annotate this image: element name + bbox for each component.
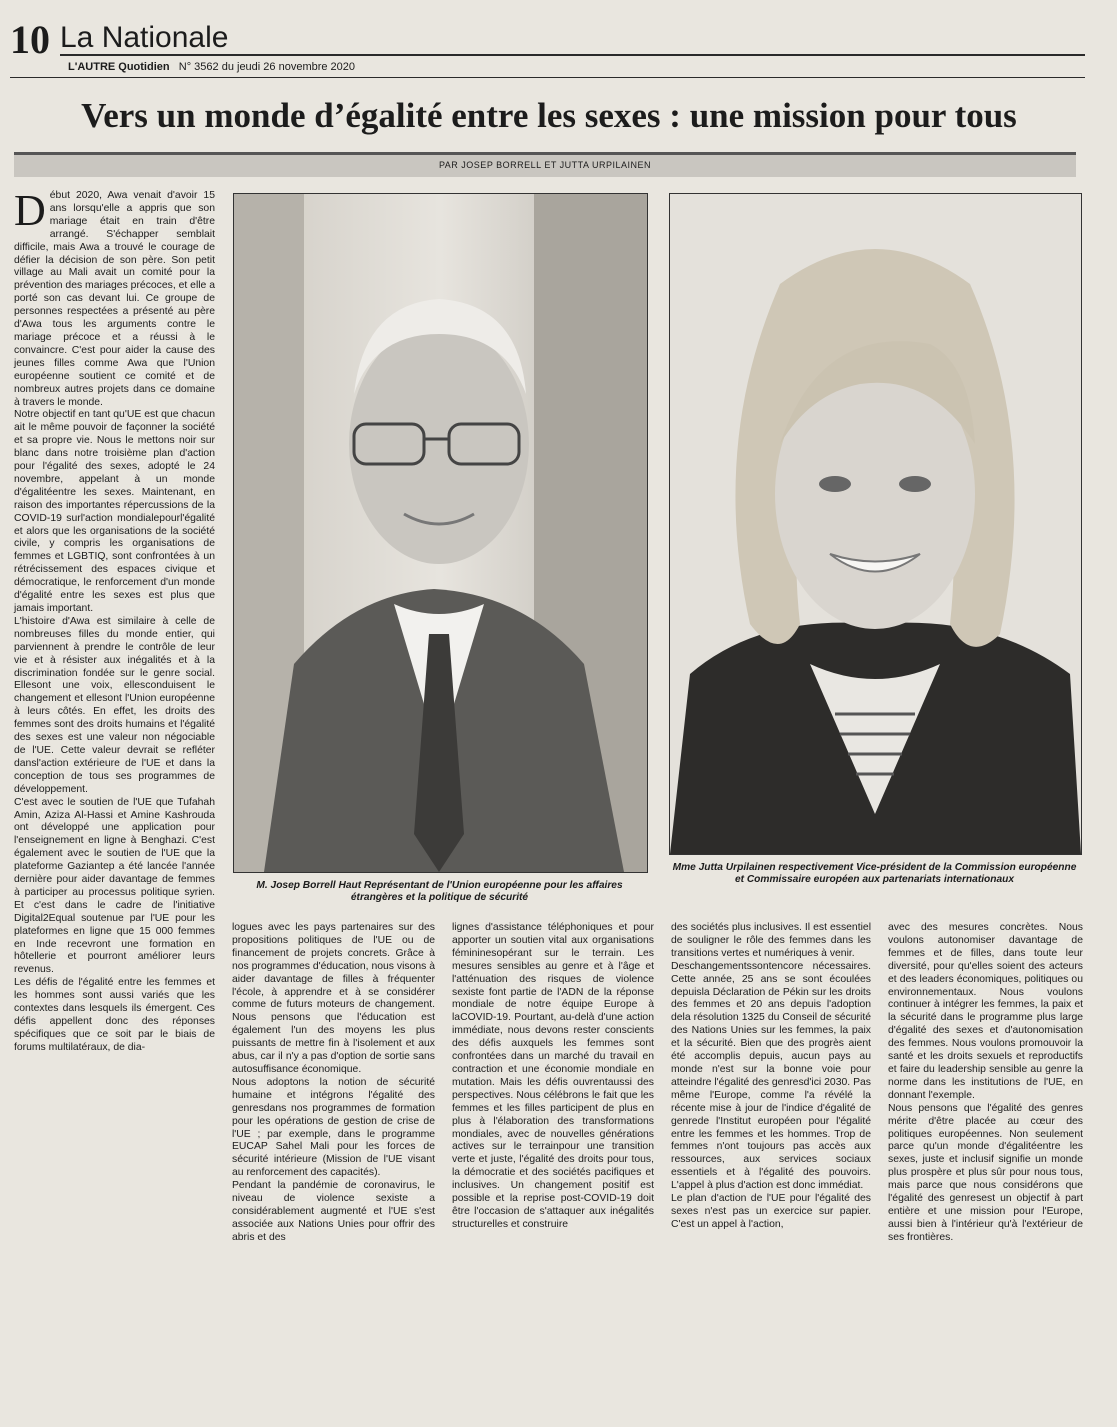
masthead-rule [60,54,1085,56]
paragraph: Nous pensons que l'égalité des genres mérite d'être placée au cœur des politiques européennes. Non seulement parce qu'un monde d'égalitéentre les sexes, juste et inclusif signifie un monde plus prospère et plus sûr pour nous tous, mais parce que nous considérons que l'égalité des genresest un objectif à part entière et une mission pour l'Europe, aussi bien à l'intérieur qu'à l'extérieur de ses frontières. [888,1102,1083,1243]
dropcap: D [14,186,46,235]
photo-caption-left: M. Josep Borrell Haut Représentant de l'Union européenne pour les affaires étrangères et la politique de sécurité [256,880,623,903]
paragraph: lignes d'assistance téléphoniques et pour apporter un soutien vital aux organisations fémininesopérant sur le terrain. Les mesures sensibles au genre et à l'âge et l'atténuation des risques de violence sexiste font partie de l'ADN de la réponse mondiale de notre équipe Europe à laCOVID-19. Pourtant, au-delà d'une action immédiate, nous devons rester conscients des défis auxquels les femmes sont confrontées dans un marché du travail en contraction et une économie mondiale en mutation. Mais les défis ouvrentaussi des perspectives. Nous célébrons le fait que les femmes et les filles participent de plus en plus à l'élaboration des transformations mondiales, avec de nouvelles générations actives sur le terrainpour une transition verte et juste, l'égalité des droits pour tous, la démocratie et des sociétés pacifiques et inclusives. Un changement positif est possible et la reprise post-COVID-19 doit être l'occasion de s'attaquer aux inégalités structurelles et construire [452,922,654,1230]
paragraph: Les défis de l'égalité entre les femmes et les hommes sont aussi variés que les contextes dans lesquels ils émergent. Ces défis appellent donc des réponses spécifiques que ce soit par le biais de forums multilatéraux, de dia- [14,977,215,1053]
paragraph: logues avec les pays partenaires sur des propositions politiques de l'UE ou de financement de projets concrets. Grâce à nos programmes d'éducation, nous visons à aider davantage de filles à fréquenter l'école, à apprendre et à se considérer comme de futurs moteurs de changement. Nous pensons que l'éducation est également l'un des moyens les plus puissants de mettre fin à l'isolement et aux abus, car il n'y a pas d'option de sortie sans autosuffisance économique. [232,922,435,1075]
article-column-3 [452,922,654,1382]
paragraph: des sociétés plus inclusives. Il est essentiel de souligner le rôle des femmes dans les transitions vertes et numériques à venir. [671,922,871,959]
page-number: 10 [10,17,50,62]
article-column-1 [14,186,215,1375]
paragraph: Deschangementssontencore nécessaires. Cette année, 25 ans se sont écoulées depuisla Déclaration de Pékin sur les droits des femmes et 20 ans depuis l'adoption dela résolution 1325 du Conseil de sécurité des Nations Unies sur les femmes, la paix et la sécurité. Bien que des progrès aient été accomplis depuis, aucun pays au monde n'est sur la bonne voie pour atteindre l'égalité des genresd'ici 2030. Pas même l'Europe, comme l'a révélé la récente mise à jour de l'indice d'égalité de genrede l'Institut européen pour l'égalité entre les femmes et les hommes. Trop de femmes n'ont toujours pas accès aux ressources, aux services sociaux essentiels et à l'égalité des pouvoirs. L'appel à plus d'action est donc immédiat. [671,960,871,1192]
portrait-man [234,194,647,872]
paragraph: L'histoire d'Awa est similaire à celle de nombreuses filles du monde entier, qui parviennent à prendre le contrôle de leur vie et à résister aux inégalités et à la discrimination fondée sur le genre social. Ellesont une voix, ellesconduisent le changement et ellesont l'Union européenne à leurs côtés. En effet, les droits des femmes sont des droits humains et l'égalité des sexes est une valeur non négociable de l'UE. Cette valeur devrait se refléter dansl'action extérieure de l'UE et dans la conception de tous ses programmes de développement. [14,615,215,795]
section-title: La Nationale [60,21,229,54]
portrait-woman [670,194,1081,854]
article-column-4 [671,922,871,1382]
byline: PAR JOSEP BORRELL ET JUTTA URPILAINEN [14,152,1076,177]
paragraph: Pendant la pandémie de coronavirus, le niveau de violence sexiste a considérablement augmenté et l'UE s'est associée aux Nations Unies pour offrir des abris et des [232,1180,435,1243]
issue-info: N° 3562 du jeudi 26 novembre 2020 [178,61,356,73]
paragraph: avec des mesures concrètes. Nous voulons autonomiser davantage de femmes et de filles, dans toute leur diversité, pour qu'elles soient des acteurs et des leaders économiques, politiques ou environnementaux. Nous voulons continuer à intégrer les femmes, la paix et la sécurité dans le programme plus large d'égalité des sexes et d'autonomisation des femmes. Nous voulons promouvoir la santé et les droits sexuels et reproductifs et faire du leadership sensible au genre la norme dans les institutions de l'UE, en donnant l'exemple. [888,922,1083,1101]
article-column-2 [232,922,435,1382]
masthead [10,17,1085,80]
masthead-bottom-rule [10,77,1085,78]
paragraph: C'est avec le soutien de l'UE que Tufahah Amin, Aziza Al-Hassi et Amine Kashrouda ont développé une application pour l'enseignement en ligne à Benghazi. C'est également avec le soutien de l'UE que la plateforme Gaziantep a été lancée l'année dernière pour aider davantage de femmes à participer au processus politique syrien. Et c'est dans le cadre de l'initiative Digital2Equal soutenue par l'UE pour les plateformes en ligne que 15 000 femmes en Inde recevront une formation en hôtellerie et pourront améliorer leurs revenus. [14,796,215,976]
headline: Vers un monde d’égalité entre les sexes : une mission pour tous [81,96,1017,135]
photo-caption-right: Mme Jutta Urpilainen respectivement Vice-président de la Commission européenne et Commissaire européen aux partenariats internationaux [672,862,1077,885]
paper-name: L'AUTRE Quotidien [68,61,170,73]
issue-line [68,60,355,74]
article-column-5 [888,922,1083,1382]
paragraph: Début 2020, Awa venait d'avoir 15 ans lorsqu'elle a appris que son mariage était en train d'être arrangé. S'échapper semblait difficile, mais Awa a trouvé le courage de défier la décision de son père. Son petit village au Mali avait un comité pour la prévention des mariages précoces, et elle a porté son cas devant lui. Ce groupe de personnes respectées a présenté au père d'Awa tous les arguments contre le mariage précoce et a réussi à le convaincre. C'est pour aider la cause des jeunes filles comme Awa que l'Union européenne soutient ce comité et de nombreux autres projets dans ce domaine à travers le monde. [14,186,215,408]
photo-jutta-urpilainen [669,193,1082,855]
paragraph: Le plan d'action de l'UE pour l'égalité des sexes n'est pas un exercice sur papier. C'est un appel à l'action, [671,1193,871,1230]
paragraph: Notre objectif en tant qu'UE est que chacun ait le même pouvoir de façonner la société et sa propre vie. Nous le mettons noir sur blanc dans notre troisième plan d'action pour l'égalité des sexes, adopté le 24 novembre, appelant à un monde d'égalitéentre les sexes. Maintenant, en raison des importantes répercussions de la COVID-19 surl'action mondialepourl'égalité et alors que les organisations de la société civile, y compris les organisations de femmes et LGBTIQ, sont confrontées à un rétrécissement des espaces civique et démocratique, le renforcement d'un monde d'égalité entre les sexes est plus que jamais important. [14,409,215,614]
paragraph: Nous adoptons la notion de sécurité humaine et intégrons l'égalité des genresdans nos programmes de formation pour les opérations de gestion de crise de l'UE ; par exemple, dans le programme EUCAP Sahel Mali pour les forces de sécurité intérieure (Mission de l'UE visant au renforcement des capacités). [232,1076,435,1179]
photo-josep-borrell [233,193,648,873]
